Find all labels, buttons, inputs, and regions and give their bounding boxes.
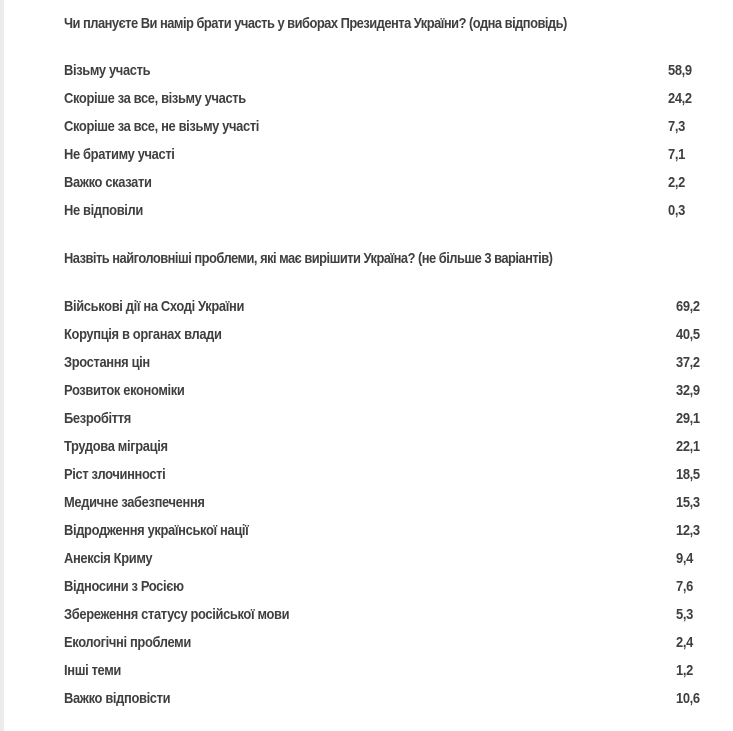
row-value: 40,5 — [676, 326, 700, 343]
row-value: 12,3 — [676, 522, 700, 539]
row-label: Інші теми — [64, 662, 122, 679]
row-label: Не відповіли — [64, 202, 143, 219]
row-value: 1,2 — [676, 662, 693, 679]
row-value: 58,9 — [668, 62, 692, 79]
row-label: Медичне забезпечення — [64, 494, 205, 511]
row-value: 69,2 — [676, 298, 700, 315]
row-value: 9,4 — [676, 550, 693, 567]
row-value: 7,1 — [668, 146, 685, 163]
row-label: Скоріше за все, не візьму участі — [64, 118, 260, 135]
question-heading-participation: Чи плануєте Ви намір брати участь у виборах Президента України? (одна відповідь) — [64, 15, 567, 32]
row-value: 7,6 — [676, 578, 693, 595]
left-border-strip — [0, 0, 4, 731]
row-label: Важко відповісти — [64, 690, 171, 707]
row-value: 15,3 — [676, 494, 700, 511]
row-label: Безробіття — [64, 410, 131, 427]
row-value: 10,6 — [676, 690, 700, 707]
row-value: 2,4 — [676, 634, 693, 651]
row-value: 7,3 — [668, 118, 685, 135]
row-label: Анексія Криму — [64, 550, 153, 567]
row-label: Важко сказати — [64, 174, 152, 191]
row-value: 2,2 — [668, 174, 685, 191]
row-value: 18,5 — [676, 466, 700, 483]
row-label: Ріст злочинності — [64, 466, 166, 483]
row-value: 24,2 — [668, 90, 692, 107]
row-value: 0,3 — [668, 202, 685, 219]
row-label: Збереження статусу російської мови — [64, 606, 290, 623]
row-value: 29,1 — [676, 410, 700, 427]
row-label: Екологічні проблеми — [64, 634, 191, 651]
row-label: Військові дії на Сході України — [64, 298, 245, 315]
row-value: 5,3 — [676, 606, 693, 623]
row-label: Візьму участь — [64, 62, 151, 79]
row-label: Скоріше за все, візьму участь — [64, 90, 246, 107]
row-label: Корупція в органах влади — [64, 326, 222, 343]
row-label: Розвиток економіки — [64, 382, 185, 399]
row-value: 32,9 — [676, 382, 700, 399]
row-label: Зростання цін — [64, 354, 150, 371]
row-value: 22,1 — [676, 438, 700, 455]
row-label: Трудова міграція — [64, 438, 168, 455]
question-heading-problems: Назвіть найголовніші проблеми, які має вирішити Україна? (не більше 3 варіантів) — [64, 250, 553, 267]
row-label: Відносини з Росією — [64, 578, 184, 595]
row-label: Відродження української нації — [64, 522, 249, 539]
row-label: Не братиму участі — [64, 146, 175, 163]
row-value: 37,2 — [676, 354, 700, 371]
